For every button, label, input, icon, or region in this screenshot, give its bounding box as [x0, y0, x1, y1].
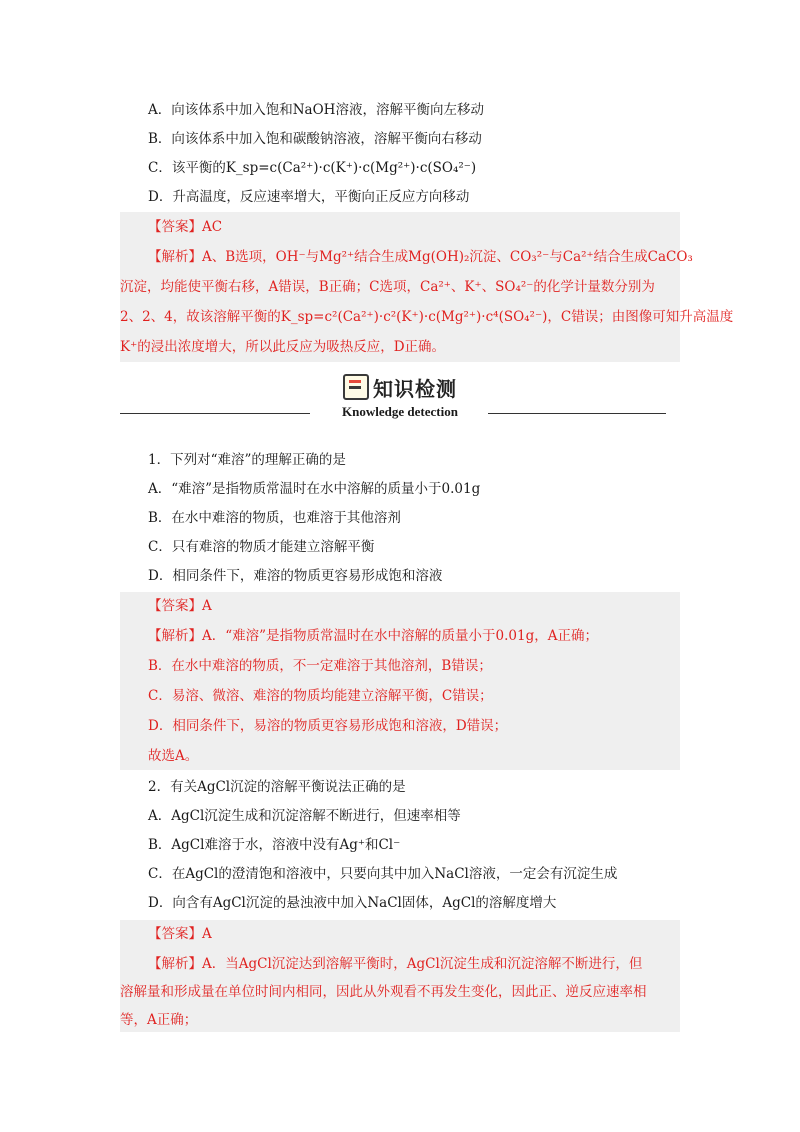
top-analysis-line: K⁺的浸出浓度增大，所以此反应为吸热反应，D正确。 — [120, 339, 446, 355]
top-analysis-line: 沉淀，均能使平衡右移，A错误，B正确；C选项，Ca²⁺、K⁺、SO₄²⁻的化学计量数分别为 — [120, 279, 655, 295]
q2-option-a: A．AgCl沉淀生成和沉淀溶解不断进行，但速率相等 — [148, 808, 461, 824]
q2-analysis-line: 等，A正确； — [120, 1012, 198, 1028]
q2-analysis-line: 溶解量和形成量在单位时间内相同，因此从外观看不再发生变化，因此正、逆反应速率相 — [120, 984, 647, 1000]
q1-answer: 【答案】A — [148, 598, 212, 614]
top-option-a: A．向该体系中加入饱和NaOH溶液，溶解平衡向左移动 — [148, 102, 484, 118]
q2-answer: 【答案】A — [148, 926, 212, 942]
top-option-b: B．向该体系中加入饱和碳酸钠溶液，溶解平衡向右移动 — [148, 131, 482, 147]
q2-option-b: B．AgCl难溶于水，溶液中没有Ag⁺和Cl⁻ — [148, 837, 401, 853]
q1-analysis-line: D．相同条件下，易溶的物质更容易形成饱和溶液，D错误； — [148, 718, 508, 734]
q2-stem: 2．有关AgCl沉淀的溶解平衡说法正确的是 — [148, 779, 406, 795]
q1-stem: 1．下列对“难溶”的理解正确的是 — [148, 452, 346, 468]
q1-option-c: C．只有难溶的物质才能建立溶解平衡 — [148, 539, 375, 555]
q1-option-b: B．在水中难溶的物质，也难溶于其他溶剂 — [148, 510, 401, 526]
q1-option-a: A．“难溶”是指物质常温时在水中溶解的质量小于0.01g — [148, 481, 481, 497]
section-header — [0, 372, 800, 402]
section-title: 知识检测 — [373, 376, 457, 401]
q1-analysis-line: 故选A。 — [148, 748, 199, 764]
q1-analysis-line: B．在水中难溶的物质，不一定难溶于其他溶剂，B错误； — [148, 658, 492, 674]
top-analysis-line: 2、2、4，故该溶解平衡的K_sp=c²(Ca²⁺)·c²(K⁺)·c(Mg²⁺)·c⁴(SO₄²⁻)，C错误；由图像可知升高温度 — [120, 309, 734, 325]
q1-answer-box — [120, 592, 680, 770]
top-option-d: D．升高温度，反应速率增大，平衡向正反应方向移动 — [148, 189, 470, 205]
q2-analysis-line: 【解析】A．当AgCl沉淀达到溶解平衡时，AgCl沉淀生成和沉淀溶解不断进行，但 — [148, 956, 643, 972]
q1-analysis-line: 【解析】A．“难溶”是指物质常温时在水中溶解的质量小于0.01g，A正确； — [148, 628, 599, 644]
book-icon — [343, 374, 369, 400]
q1-analysis-line: C．易溶、微溶、难溶的物质均能建立溶解平衡，C错误； — [148, 688, 493, 704]
section-rule-right — [488, 413, 666, 414]
top-analysis-line: 【解析】A、B选项，OH⁻与Mg²⁺结合生成Mg(OH)₂沉淀、CO₃²⁻与Ca²⁺结合生成CaCO₃ — [148, 249, 693, 265]
top-option-c: C．该平衡的K_sp=c(Ca²⁺)·c(K⁺)·c(Mg²⁺)·c(SO₄²⁻) — [148, 160, 477, 176]
q2-option-c: C．在AgCl的澄清饱和溶液中，只要向其中加入NaCl溶液，一定会有沉淀生成 — [148, 866, 618, 882]
top-answer: 【答案】AC — [148, 219, 223, 235]
section-subtitle: Knowledge detection — [342, 404, 458, 419]
q2-option-d: D．向含有AgCl沉淀的悬浊液中加入NaCl固体，AgCl的溶解度增大 — [148, 895, 557, 911]
q1-option-d: D．相同条件下，难溶的物质更容易形成饱和溶液 — [148, 568, 443, 584]
